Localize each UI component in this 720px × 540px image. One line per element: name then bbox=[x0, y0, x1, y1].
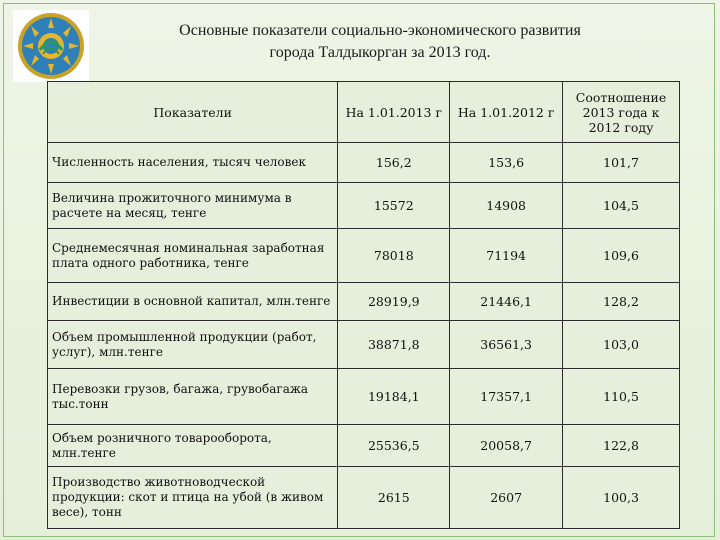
city-emblem bbox=[13, 10, 89, 82]
value-2013: 2615 bbox=[338, 467, 450, 529]
title-line-2: города Талдыкорган за 2013 год. bbox=[269, 44, 491, 61]
city-emblem-icon bbox=[13, 10, 89, 82]
row-label: Инвестиции в основной капитал, млн.тенге bbox=[48, 283, 338, 321]
ratio-value: 110,5 bbox=[563, 369, 680, 425]
row-label: Величина прожиточного минимума в расчете на месяц, тенге bbox=[48, 183, 338, 229]
table-row bbox=[48, 283, 680, 321]
row-label: Перевозки грузов, багажа, грувобагажа тыс.тонн bbox=[48, 369, 338, 425]
header-2013: На 1.01.2013 г bbox=[338, 82, 450, 143]
value-2013: 25536,5 bbox=[338, 425, 450, 467]
value-2012: 21446,1 bbox=[450, 283, 563, 321]
table-row bbox=[48, 321, 680, 369]
ratio-value: 109,6 bbox=[563, 229, 680, 283]
value-2013: 28919,9 bbox=[338, 283, 450, 321]
ratio-value: 128,2 bbox=[563, 283, 680, 321]
ratio-value: 101,7 bbox=[563, 143, 680, 183]
value-2013: 156,2 bbox=[338, 143, 450, 183]
header-2012: На 1.01.2012 г bbox=[450, 82, 563, 143]
header-ratio: Соотношение 2013 года к 2012 году bbox=[563, 82, 680, 143]
value-2012: 71194 bbox=[450, 229, 563, 283]
row-label: Среднемесячная номинальная заработная плата одного работника, тенге bbox=[48, 229, 338, 283]
value-2012: 36561,3 bbox=[450, 321, 563, 369]
title-line-1: Основные показатели социально-экономического развития bbox=[179, 22, 581, 39]
value-2012: 17357,1 bbox=[450, 369, 563, 425]
table-row bbox=[48, 369, 680, 425]
row-label: Объем розничного товарооборота, млн.тенге bbox=[48, 425, 338, 467]
table-header-row bbox=[48, 82, 680, 143]
row-label: Объем промышленной продукции (работ, услуг), млн.тенге bbox=[48, 321, 338, 369]
table-row bbox=[48, 425, 680, 467]
ratio-value: 122,8 bbox=[563, 425, 680, 467]
value-2013: 38871,8 bbox=[338, 321, 450, 369]
value-2012: 14908 bbox=[450, 183, 563, 229]
ratio-value: 103,0 bbox=[563, 321, 680, 369]
row-label: Численность населения, тысяч человек bbox=[48, 143, 338, 183]
value-2013: 78018 bbox=[338, 229, 450, 283]
table-row bbox=[48, 229, 680, 283]
table-row bbox=[48, 183, 680, 229]
header-indicators: Показатели bbox=[48, 82, 338, 143]
row-label: Производство животноводческой продукции: скот и птица на убой (в живом весе), тонн bbox=[48, 467, 338, 529]
ratio-value: 104,5 bbox=[563, 183, 680, 229]
indicators-table bbox=[47, 81, 680, 529]
ratio-value: 100,3 bbox=[563, 467, 680, 529]
value-2012: 153,6 bbox=[450, 143, 563, 183]
value-2012: 20058,7 bbox=[450, 425, 563, 467]
value-2013: 15572 bbox=[338, 183, 450, 229]
table-row bbox=[48, 143, 680, 183]
value-2013: 19184,1 bbox=[338, 369, 450, 425]
value-2012: 2607 bbox=[450, 467, 563, 529]
table-row bbox=[48, 467, 680, 529]
page-title bbox=[100, 20, 660, 64]
